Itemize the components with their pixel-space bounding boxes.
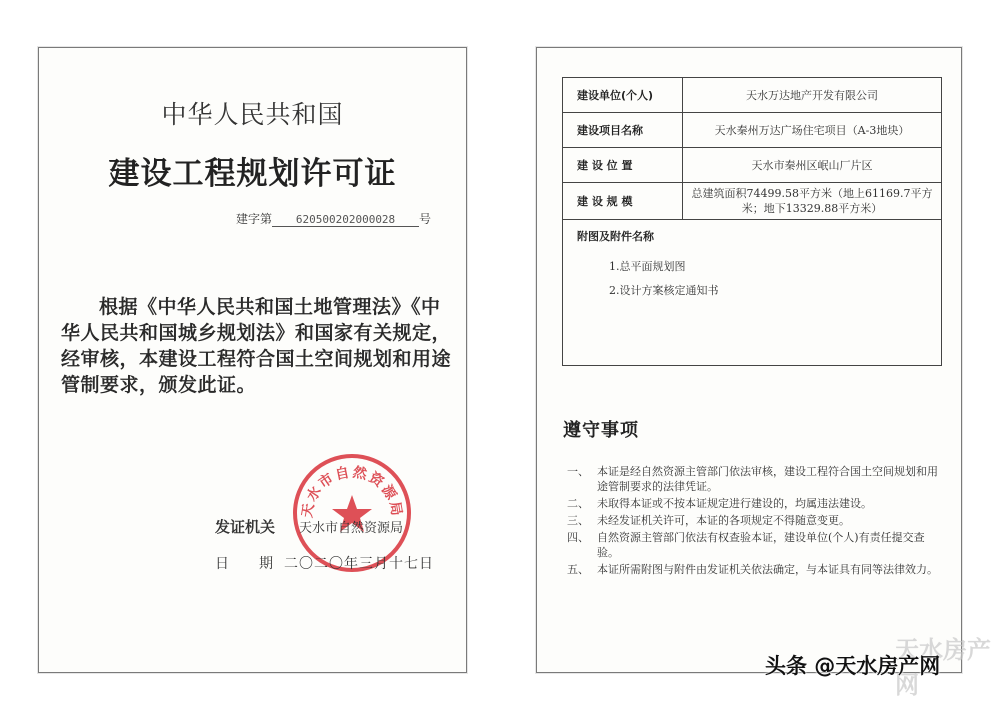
attachment-item: 2.设计方案核定通知书 xyxy=(609,284,719,297)
rule-item: 三、 未经发证机关许可，本证的各项规定不得随意变更。 xyxy=(567,514,850,527)
certificate-body-text: 根据《中华人民共和国土地管理法》《中华人民共和国城乡规划法》和国家有关规定，经审核，本建设工程符合国土空间规划和用途管制要求，颁发此证。 xyxy=(61,296,452,396)
row-label: 建设项目名称 xyxy=(563,113,683,147)
country-name: 中华人民共和国 xyxy=(161,100,344,129)
date-label xyxy=(215,553,273,573)
attachments-title: 附图及附件名称 xyxy=(577,230,654,243)
project-info-table xyxy=(562,77,942,366)
date-label-char-1: 日 xyxy=(215,556,229,572)
cert-suffix: 号 xyxy=(419,212,432,226)
table-row xyxy=(563,78,941,113)
rule-item: 一、 本证是经自然资源主管部门依法审核，建设工程符合国土空间规划和用途管制要求的法律凭证。 xyxy=(567,465,938,493)
row-value: 总建筑面积74499.58平方米（地上61169.7平方米；地下13329.88平方米） xyxy=(691,187,933,215)
row-value: 天水市秦州区岷山厂片区 xyxy=(751,158,873,172)
date-label-char-2: 期 xyxy=(259,556,273,572)
certificate-number-line xyxy=(236,210,431,227)
certificate-back-page xyxy=(536,47,962,673)
certificate-title: 建设工程规划许可证 xyxy=(108,156,397,192)
rule-item: 五、 本证所需附图与附件由发证机关依法确定，与本证具有同等法律效力。 xyxy=(567,563,938,576)
cert-number: 620500202000028 xyxy=(272,213,419,227)
row-value: 天水万达地产开发有限公司 xyxy=(746,88,878,102)
rules-title: 遵守事项 xyxy=(563,420,639,441)
attachment-item: 1.总平面规划图 xyxy=(609,260,686,273)
issue-date: 二〇二〇年三月十七日 xyxy=(284,556,434,572)
row-value: 天水秦州万达广场住宅项目（A-3地块） xyxy=(714,123,910,137)
rules-list xyxy=(567,464,941,579)
attachments-section xyxy=(563,220,941,365)
issuer-name: 天水市自然资源局 xyxy=(299,521,404,536)
table-row xyxy=(563,113,941,148)
issuer-label: 发证机关 xyxy=(215,518,276,536)
table-row xyxy=(563,148,941,183)
certificate-front-page xyxy=(38,47,467,673)
table-row xyxy=(563,183,941,220)
seal-text: 天水市自然资源局 xyxy=(299,464,405,519)
watermark-logo: 天水房产网 xyxy=(895,636,991,699)
watermark-text: 头条 @天水房产网 xyxy=(765,654,941,678)
rule-item: 二、 未取得本证或不按本证规定进行建设的，均属违法建设。 xyxy=(567,497,872,510)
row-label: 建 设 规 模 xyxy=(563,183,683,219)
rule-item: 四、 自然资源主管部门依法有权查验本证，建设单位(个人)有责任提交查验。 xyxy=(567,531,925,559)
row-label: 建 设 位 置 xyxy=(563,148,683,182)
row-label: 建设单位(个人) xyxy=(563,78,683,112)
cert-prefix: 建字第 xyxy=(236,212,273,226)
